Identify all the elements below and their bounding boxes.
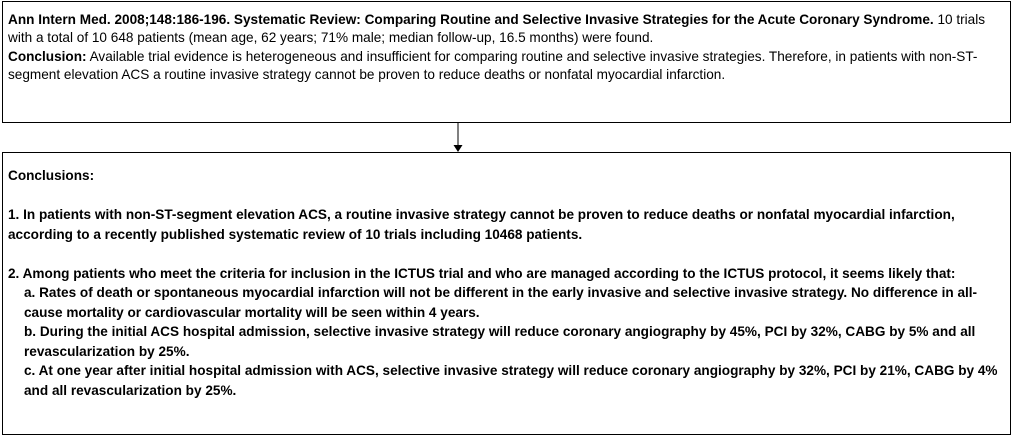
conclusion-point-2-intro: 2. Among patients who meet the criteria for inclusion in the ICTUS trial and who are managed according to the ICTUS protocol, it seems likely that: <box>8 265 956 281</box>
conclusion-point-2b: b. During the initial ACS hospital admission, selective invasive strategy will reduce coronary angiography by 45%, PCI by 32%, CABG by 5% and all revascularization by 25%. <box>24 324 976 359</box>
review-conclusion-label: Conclusion: <box>8 48 87 64</box>
conclusion-point-2a: a. Rates of death or spontaneous myocardial infarction will not be different in the early invasive and selective invasive strategy. No difference in all-cause mortality or cardiovascular mortality will be seen within 4 years. <box>24 285 978 320</box>
conclusion-point-2c: c. At one year after initial hospital admission with ACS, selective invasive strategy will reduce coronary angiography by 32%, PCI by 21%, CABG by 4% and all revascularization by 25%. <box>24 363 998 398</box>
review-conclusion-text: Available trial evidence is heterogeneous and insufficient for comparing routine and selective invasive strategies. Therefore, in patients with non-ST-segment elevation ACS a routine invasive strategy cannot be proven to reduce deaths or nonfatal myocardial infarction. <box>8 48 978 83</box>
conclusion-point-1: 1. In patients with non-ST-segment elevation ACS, a routine invasive strategy cannot be proven to reduce deaths or nonfatal myocardial infarction, according to a recently published systematic review of 10 trials including 10468 patients. <box>8 207 955 242</box>
review-findings: 10 trials with a total of 10 648 patients (mean age, 62 years; 71% male; median follow-up, 16.5 months) were found. <box>8 12 986 46</box>
conclusions-box <box>2 152 1011 435</box>
conclusions-heading: Conclusions: <box>8 168 95 183</box>
review-citation: Ann Intern Med. 2008;148:186-196. Systematic Review: Comparing Routine and Selective Invasive Strategies for the Acute Coronary Syndrome. <box>8 12 934 27</box>
